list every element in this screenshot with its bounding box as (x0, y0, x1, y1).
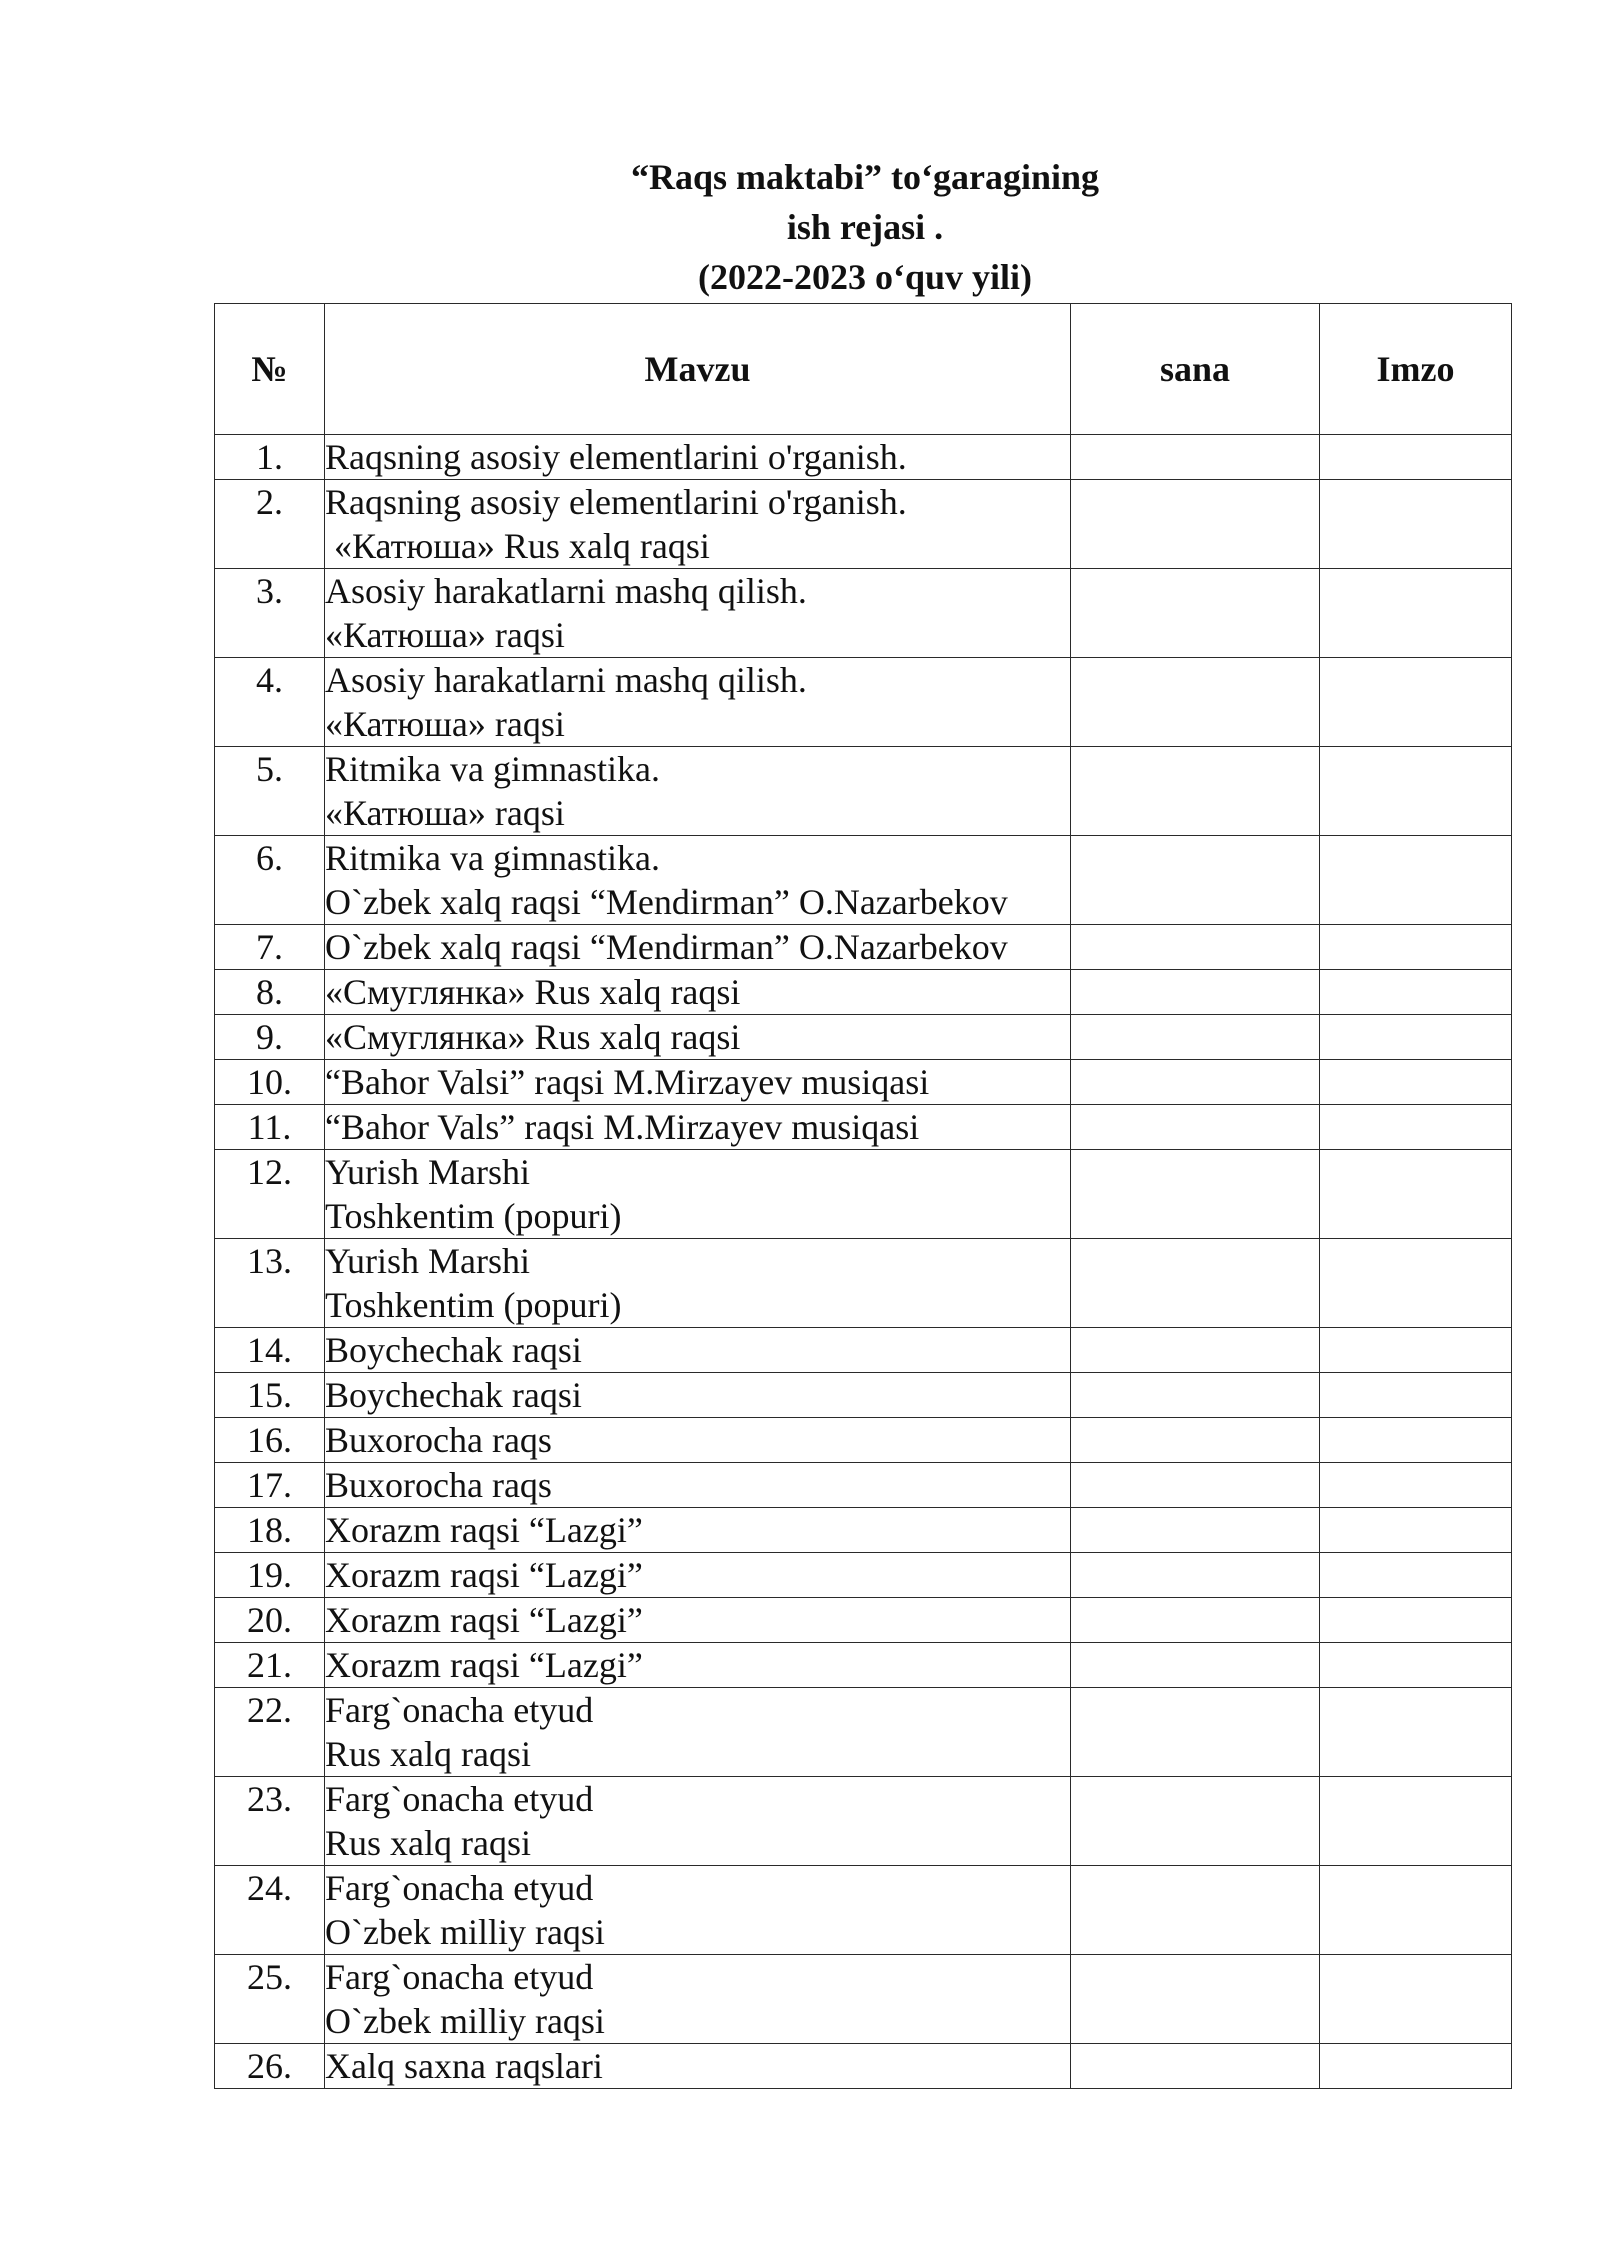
topic-line: “Bahor Vals” raqsi M.Mirzayev musiqasi (325, 1107, 920, 1147)
topic-line: Farg`onacha etyud (325, 1779, 594, 1819)
title-line-2: ish rejasi . (786, 207, 944, 247)
row-date-cell (1071, 1866, 1320, 1955)
table-row (215, 1150, 1512, 1239)
row-date-cell (1071, 925, 1320, 970)
header-number: № (215, 304, 325, 435)
row-topic (325, 1150, 1071, 1239)
table-row (215, 747, 1512, 836)
row-number: 24. (215, 1866, 325, 1955)
topic-line: Boychechak raqsi (325, 1375, 582, 1415)
row-topic (325, 1598, 1071, 1643)
row-date-cell (1071, 1553, 1320, 1598)
row-topic (325, 1508, 1071, 1553)
row-date-cell (1071, 480, 1320, 569)
topic-line: «Катюша» raqsi (325, 704, 565, 744)
topic-line: O`zbek milliy raqsi (325, 1912, 605, 1952)
table-row (215, 1015, 1512, 1060)
topic-line: Raqsning asosiy elementlarini o'rganish. (325, 482, 907, 522)
row-topic (325, 1866, 1071, 1955)
table-row (215, 1418, 1512, 1463)
row-signature-cell (1320, 1418, 1512, 1463)
row-signature-cell (1320, 1105, 1512, 1150)
topic-line: Farg`onacha etyud (325, 1690, 594, 1730)
row-topic (325, 1955, 1071, 2044)
row-date-cell (1071, 1328, 1320, 1373)
table-row (215, 1060, 1512, 1105)
table-row (215, 2044, 1512, 2089)
topic-line: «Катюша» Rus xalq raqsi (325, 526, 710, 566)
table-row (215, 1777, 1512, 1866)
row-date-cell (1071, 1150, 1320, 1239)
row-date-cell (1071, 1463, 1320, 1508)
row-topic (325, 435, 1071, 480)
row-signature-cell (1320, 1777, 1512, 1866)
row-number: 2. (215, 480, 325, 569)
row-topic (325, 480, 1071, 569)
row-number: 21. (215, 1643, 325, 1688)
row-signature-cell (1320, 1463, 1512, 1508)
row-number: 25. (215, 1955, 325, 2044)
topic-line: Farg`onacha etyud (325, 1868, 594, 1908)
row-date-cell (1071, 1373, 1320, 1418)
row-topic (325, 1373, 1071, 1418)
row-topic (325, 658, 1071, 747)
row-date-cell (1071, 658, 1320, 747)
table-row (215, 1508, 1512, 1553)
row-signature-cell (1320, 1508, 1512, 1553)
row-date-cell (1071, 836, 1320, 925)
topic-line: Xorazm raqsi “Lazgi” (325, 1600, 643, 1640)
topic-line: Ritmika va gimnastika. (325, 749, 660, 789)
row-date-cell (1071, 2044, 1320, 2089)
row-number: 26. (215, 2044, 325, 2089)
row-signature-cell (1320, 480, 1512, 569)
topic-line: Asosiy harakatlarni mashq qilish. (325, 571, 807, 611)
header-date: sana (1071, 304, 1320, 435)
topic-line: «Катюша» raqsi (325, 793, 565, 833)
row-number: 11. (215, 1105, 325, 1150)
row-signature-cell (1320, 1239, 1512, 1328)
row-topic (325, 2044, 1071, 2089)
topic-line: Buxorocha raqs (325, 1465, 552, 1505)
row-date-cell (1071, 970, 1320, 1015)
row-date-cell (1071, 1418, 1320, 1463)
row-topic (325, 1015, 1071, 1060)
row-number: 10. (215, 1060, 325, 1105)
row-signature-cell (1320, 1015, 1512, 1060)
table-row (215, 480, 1512, 569)
row-topic (325, 925, 1071, 970)
topic-line: Xorazm raqsi “Lazgi” (325, 1645, 643, 1685)
table-row (215, 1328, 1512, 1373)
row-date-cell (1071, 1060, 1320, 1105)
row-signature-cell (1320, 1643, 1512, 1688)
row-topic (325, 1105, 1071, 1150)
row-number: 9. (215, 1015, 325, 1060)
row-number: 4. (215, 658, 325, 747)
row-signature-cell (1320, 1373, 1512, 1418)
table-row (215, 1373, 1512, 1418)
row-topic (325, 747, 1071, 836)
row-topic (325, 1688, 1071, 1777)
row-date-cell (1071, 1015, 1320, 1060)
row-signature-cell (1320, 1955, 1512, 2044)
topic-line: Raqsning asosiy elementlarini o'rganish. (325, 437, 907, 477)
table-row (215, 1688, 1512, 1777)
row-number: 15. (215, 1373, 325, 1418)
header-signature: Imzo (1320, 304, 1512, 435)
row-signature-cell (1320, 658, 1512, 747)
table-row (215, 1463, 1512, 1508)
table-row (215, 1955, 1512, 2044)
topic-line: «Катюша» raqsi (325, 615, 565, 655)
row-number: 3. (215, 569, 325, 658)
work-plan-table (214, 303, 1512, 2089)
row-signature-cell (1320, 2044, 1512, 2089)
row-signature-cell (1320, 747, 1512, 836)
topic-line: Xalq saxna raqslari (325, 2046, 603, 2086)
table-row (215, 658, 1512, 747)
table-row (215, 435, 1512, 480)
topic-line: Rus xalq raqsi (325, 1823, 531, 1863)
row-date-cell (1071, 435, 1320, 480)
row-number: 12. (215, 1150, 325, 1239)
topic-line: O`zbek xalq raqsi “Mendirman” O.Nazarbekov (325, 927, 1008, 967)
topic-line: Rus xalq raqsi (325, 1734, 531, 1774)
table-row (215, 925, 1512, 970)
topic-line: Toshkentim (popuri) (325, 1196, 622, 1236)
row-date-cell (1071, 1508, 1320, 1553)
row-topic (325, 1463, 1071, 1508)
row-signature-cell (1320, 1866, 1512, 1955)
row-signature-cell (1320, 970, 1512, 1015)
table-row (215, 1598, 1512, 1643)
row-topic (325, 1418, 1071, 1463)
row-number: 13. (215, 1239, 325, 1328)
table-body (215, 435, 1512, 2089)
table-row (215, 1866, 1512, 1955)
row-topic (325, 1777, 1071, 1866)
row-number: 17. (215, 1463, 325, 1508)
row-date-cell (1071, 1955, 1320, 2044)
row-number: 22. (215, 1688, 325, 1777)
row-signature-cell (1320, 925, 1512, 970)
row-number: 20. (215, 1598, 325, 1643)
table-header-row (215, 304, 1512, 435)
row-number: 1. (215, 435, 325, 480)
topic-line: Boychechak raqsi (325, 1330, 582, 1370)
row-signature-cell (1320, 1150, 1512, 1239)
row-topic (325, 569, 1071, 658)
row-signature-cell (1320, 569, 1512, 658)
topic-line: «Смуглянка» Rus xalq raqsi (325, 1017, 741, 1057)
row-date-cell (1071, 1688, 1320, 1777)
table-row (215, 1105, 1512, 1150)
topic-line: Yurish Marshi (325, 1241, 530, 1281)
row-topic (325, 1553, 1071, 1598)
row-number: 19. (215, 1553, 325, 1598)
row-topic (325, 836, 1071, 925)
row-number: 18. (215, 1508, 325, 1553)
row-number: 7. (215, 925, 325, 970)
topic-line: Ritmika va gimnastika. (325, 838, 660, 878)
row-number: 5. (215, 747, 325, 836)
row-signature-cell (1320, 836, 1512, 925)
row-number: 14. (215, 1328, 325, 1373)
row-signature-cell (1320, 1598, 1512, 1643)
topic-line: Toshkentim (popuri) (325, 1285, 622, 1325)
table-row (215, 836, 1512, 925)
row-date-cell (1071, 1598, 1320, 1643)
table-row (215, 1239, 1512, 1328)
table-row (215, 1553, 1512, 1598)
topic-line: Xorazm raqsi “Lazgi” (325, 1510, 643, 1550)
header-topic: Mavzu (325, 304, 1071, 435)
row-date-cell (1071, 747, 1320, 836)
topic-line: Buxorocha raqs (325, 1420, 552, 1460)
document-title (0, 152, 1600, 302)
row-number: 6. (215, 836, 325, 925)
topic-line: O`zbek xalq raqsi “Mendirman” O.Nazarbekov (325, 882, 1008, 922)
table-row (215, 569, 1512, 658)
row-signature-cell (1320, 1328, 1512, 1373)
row-date-cell (1071, 1643, 1320, 1688)
row-date-cell (1071, 1105, 1320, 1150)
topic-line: “Bahor Valsi” raqsi M.Mirzayev musiqasi (325, 1062, 930, 1102)
row-topic (325, 1643, 1071, 1688)
row-signature-cell (1320, 1688, 1512, 1777)
row-date-cell (1071, 569, 1320, 658)
row-signature-cell (1320, 435, 1512, 480)
row-topic (325, 970, 1071, 1015)
row-signature-cell (1320, 1060, 1512, 1105)
table-row (215, 1643, 1512, 1688)
row-signature-cell (1320, 1553, 1512, 1598)
topic-line: Farg`onacha etyud (325, 1957, 594, 1997)
topic-line: O`zbek milliy raqsi (325, 2001, 605, 2041)
title-line-1: “Raqs maktabi” to‘garagining (630, 157, 1100, 197)
row-topic (325, 1328, 1071, 1373)
topic-line: Xorazm raqsi “Lazgi” (325, 1555, 643, 1595)
row-topic (325, 1060, 1071, 1105)
row-date-cell (1071, 1777, 1320, 1866)
row-date-cell (1071, 1239, 1320, 1328)
table-row (215, 970, 1512, 1015)
title-line-3: (2022-2023 o‘quv yili) (697, 257, 1032, 297)
row-number: 8. (215, 970, 325, 1015)
topic-line: Asosiy harakatlarni mashq qilish. (325, 660, 807, 700)
row-number: 16. (215, 1418, 325, 1463)
topic-line: Yurish Marshi (325, 1152, 530, 1192)
topic-line: «Смуглянка» Rus xalq raqsi (325, 972, 741, 1012)
row-topic (325, 1239, 1071, 1328)
row-number: 23. (215, 1777, 325, 1866)
